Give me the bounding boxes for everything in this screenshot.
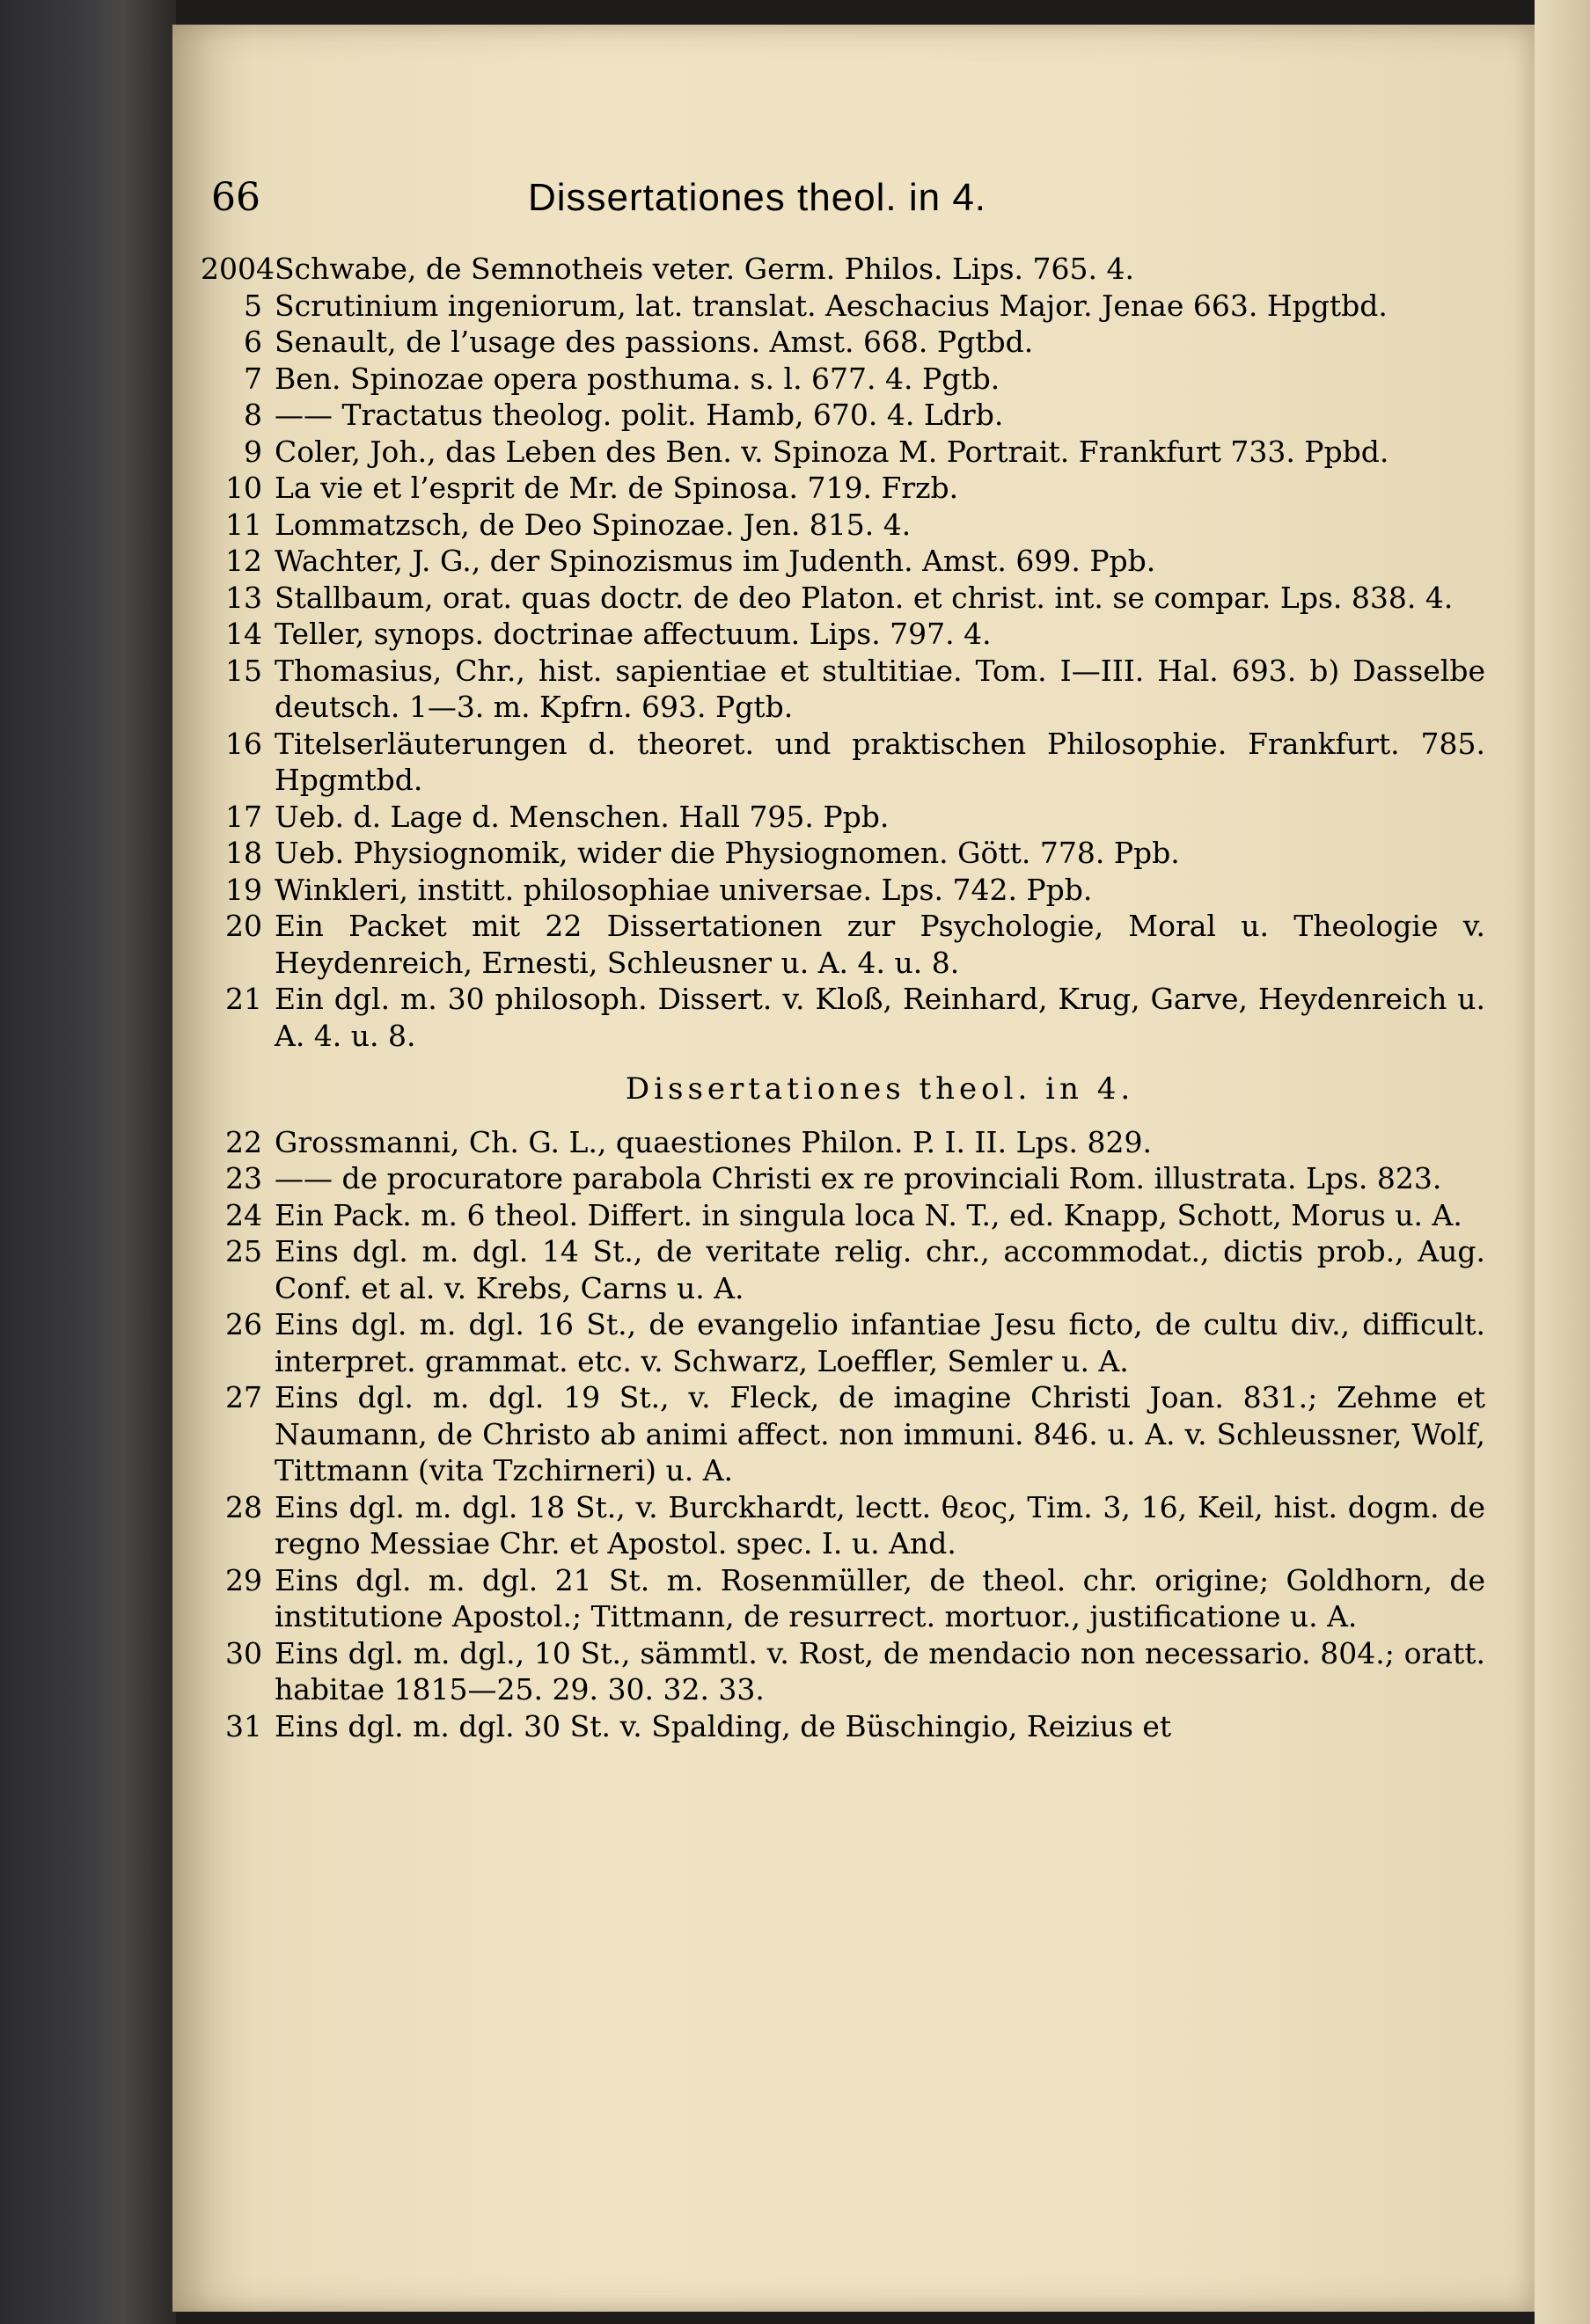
entry-number: 6 <box>244 325 262 359</box>
entry-text: Eins dgl. m. dgl. 14 St., de veritate relig. chr., accommodat., dictis prob., Aug. Conf. et al. v. Krebs, Carns u. A. <box>275 1234 1485 1305</box>
running-title: Dissertationes theol. in 4. <box>528 176 987 219</box>
page-number: 66 <box>211 175 260 220</box>
entry-number: 8 <box>244 398 262 432</box>
book-spine <box>0 0 176 2324</box>
catalog-entry <box>201 981 1485 1054</box>
entry-text: Eins dgl. m. dgl. 16 St., de evangelio infantiae Jesu ficto, de cultu div., difficult. interpret. grammat. etc. v. Schwarz, Loeffler, Semler u. A. <box>275 1307 1485 1378</box>
entry-text: Grossmanni, Ch. G. L., quaestiones Philon. P. I. II. Lps. 829. <box>275 1124 1152 1159</box>
entry-number: 18 <box>225 836 262 870</box>
entry-text: Ueb. d. Lage d. Menschen. Hall 795. Ppb. <box>275 799 890 834</box>
catalog-entry <box>201 543 1485 580</box>
catalog-entry <box>201 872 1485 909</box>
entry-number: 24 <box>225 1197 262 1232</box>
entry-text: Eins dgl. m. dgl. 18 St., v. Burckhardt, lectt. θεος, Tim. 3, 16, Keil, hist. dogm. de regno Messiae Chr. et Apostol. spec. I. u. And. <box>275 1489 1485 1560</box>
entry-text: Ben. Spinozae opera posthuma. s. l. 677. 4. Pgtb. <box>275 361 1000 396</box>
entry-number: 13 <box>225 580 262 615</box>
entry-text: Winkleri, institt. philosophiae universae. Lps. 742. Ppb. <box>275 872 1093 907</box>
entry-number: 11 <box>225 507 262 542</box>
entry-number: 14 <box>225 617 262 651</box>
entry-text: Teller, synops. doctrinae affectuum. Lips. 797. 4. <box>275 617 992 651</box>
entry-text: Scrutinium ingeniorum, lat. translat. Aeschacius Major. Jenae 663. Hpgtbd. <box>275 288 1388 323</box>
entry-number: 23 <box>225 1161 262 1195</box>
catalog-entry <box>201 1124 1485 1161</box>
entry-text: Eins dgl. m. dgl., 10 St., sämmtl. v. Rost, de mendacio non necessario. 804.; oratt. habitae 1815—25. 29. 30. 32. 33. <box>275 1635 1485 1706</box>
catalog-entry <box>201 726 1485 799</box>
catalog-entry <box>201 251 1485 288</box>
entry-number: 2004 <box>201 252 275 286</box>
entry-number: 10 <box>225 471 262 505</box>
entry-text: Schwabe, de Semnotheis veter. Germ. Philos. Lips. 765. 4. <box>275 252 1134 286</box>
entry-number: 15 <box>225 653 262 688</box>
catalog-entry <box>201 1379 1485 1489</box>
entry-number: 26 <box>225 1307 262 1341</box>
entry-text: Eins dgl. m. dgl. 19 St., v. Fleck, de imagine Christi Joan. 831.; Zehme et Naumann, de Christo ab animi affect. non immuni. 846. u. A. v. Schleussner, Wolf, Tittmann (vita Tzchirneri) u. A. <box>275 1380 1485 1487</box>
page-header <box>211 167 1188 229</box>
catalog-entry <box>201 361 1485 398</box>
entry-number: 25 <box>225 1234 262 1268</box>
entry-text: Coler, Joh., das Leben des Ben. v. Spinoza M. Portrait. Frankfurt 733. Ppbd. <box>275 434 1389 469</box>
catalog-entry <box>201 1160 1485 1197</box>
entry-text: Stallbaum, orat. quas doctr. de deo Platon. et christ. int. se compar. Lps. 838. 4. <box>275 580 1454 615</box>
catalog-entry <box>201 580 1485 617</box>
entry-text: Titelserläuterungen d. theoret. und praktischen Philosophie. Frankfurt. 785. Hpgmtbd. <box>275 726 1485 797</box>
catalog-entry <box>201 1708 1485 1745</box>
entry-number: 7 <box>244 361 262 396</box>
catalog-entry <box>201 1562 1485 1635</box>
entry-list-philosophy <box>201 251 1485 1054</box>
entry-number: 12 <box>225 544 262 578</box>
entry-text: Ein Packet mit 22 Dissertationen zur Psychologie, Moral u. Theologie v. Heydenreich, Ernesti, Schleusner u. A. 4. u. 8. <box>275 909 1485 980</box>
entry-text: Thomasius, Chr., hist. sapientiae et stultitiae. Tom. I—III. Hal. 693. b) Dasselbe deutsch. 1—3. m. Kpfrn. 693. Pgtb. <box>275 653 1485 724</box>
catalog-entry <box>201 288 1485 325</box>
entry-text: Senault, de l’usage des passions. Amst. 668. Pgtbd. <box>275 325 1034 359</box>
page-edge <box>1535 0 1590 2324</box>
entry-text: —— de procuratore parabola Christi ex re provinciali Rom. illustrata. Lps. 823. <box>275 1161 1442 1195</box>
catalog-entry <box>201 908 1485 981</box>
catalog-entry <box>201 835 1485 872</box>
entry-number: 21 <box>225 982 262 1016</box>
catalog-entry <box>201 507 1485 544</box>
entry-number: 20 <box>225 909 262 943</box>
entry-number: 5 <box>244 288 262 323</box>
entry-text: La vie et l’esprit de Mr. de Spinosa. 719. Frzb. <box>275 471 959 505</box>
entry-text: Lommatzsch, de Deo Spinozae. Jen. 815. 4. <box>275 507 912 542</box>
section-heading: Dissertationes theol. in 4. <box>625 1071 1135 1107</box>
catalog-entry <box>201 653 1485 726</box>
catalog-entry <box>201 470 1485 507</box>
catalog-entry <box>201 1197 1485 1234</box>
catalog-entry <box>201 616 1485 653</box>
entry-list-theology <box>201 1124 1485 1745</box>
catalog-entry <box>201 434 1485 471</box>
entry-number: 22 <box>225 1124 262 1159</box>
catalog-entry <box>201 397 1485 434</box>
catalog-entry <box>201 324 1485 361</box>
entry-text: Eins dgl. m. dgl. 21 St. m. Rosenmüller, de theol. chr. origine; Goldhorn, de institutione Apostol.; Tittmann, de resurrect. mortuor., justificatione u. A. <box>275 1562 1485 1633</box>
entry-number: 30 <box>225 1635 262 1670</box>
catalog-body <box>201 251 1485 1744</box>
entry-number: 17 <box>225 799 262 834</box>
entry-number: 19 <box>225 872 262 907</box>
catalog-entry <box>201 1233 1485 1306</box>
catalog-entry <box>201 1635 1485 1708</box>
catalog-entry <box>201 1489 1485 1562</box>
entry-text: Ein dgl. m. 30 philosoph. Dissert. v. Kloß, Reinhard, Krug, Garve, Heydenreich u. A. 4. u. 8. <box>275 982 1485 1053</box>
entry-number: 31 <box>225 1708 262 1743</box>
catalog-entry <box>201 799 1485 836</box>
entry-number: 28 <box>225 1489 262 1524</box>
entry-number: 16 <box>225 726 262 761</box>
entry-number: 29 <box>225 1562 262 1597</box>
catalog-entry <box>201 1306 1485 1379</box>
entry-number: 9 <box>244 434 262 469</box>
entry-text: Wachter, J. G., der Spinozismus im Judenth. Amst. 699. Ppb. <box>275 544 1156 578</box>
entry-text: Ein Pack. m. 6 theol. Differt. in singula loca N. T., ed. Knapp, Schott, Morus u. A. <box>275 1197 1462 1232</box>
entry-text: —— Tractatus theolog. polit. Hamb, 670. 4. Ldrb. <box>275 398 1004 432</box>
entry-text: Ueb. Physiognomik, wider die Physiognomen. Gött. 778. Ppb. <box>275 836 1180 870</box>
entry-text: Eins dgl. m. dgl. 30 St. v. Spalding, de Büschingio, Reizius et <box>275 1708 1172 1743</box>
entry-number: 27 <box>225 1380 262 1414</box>
